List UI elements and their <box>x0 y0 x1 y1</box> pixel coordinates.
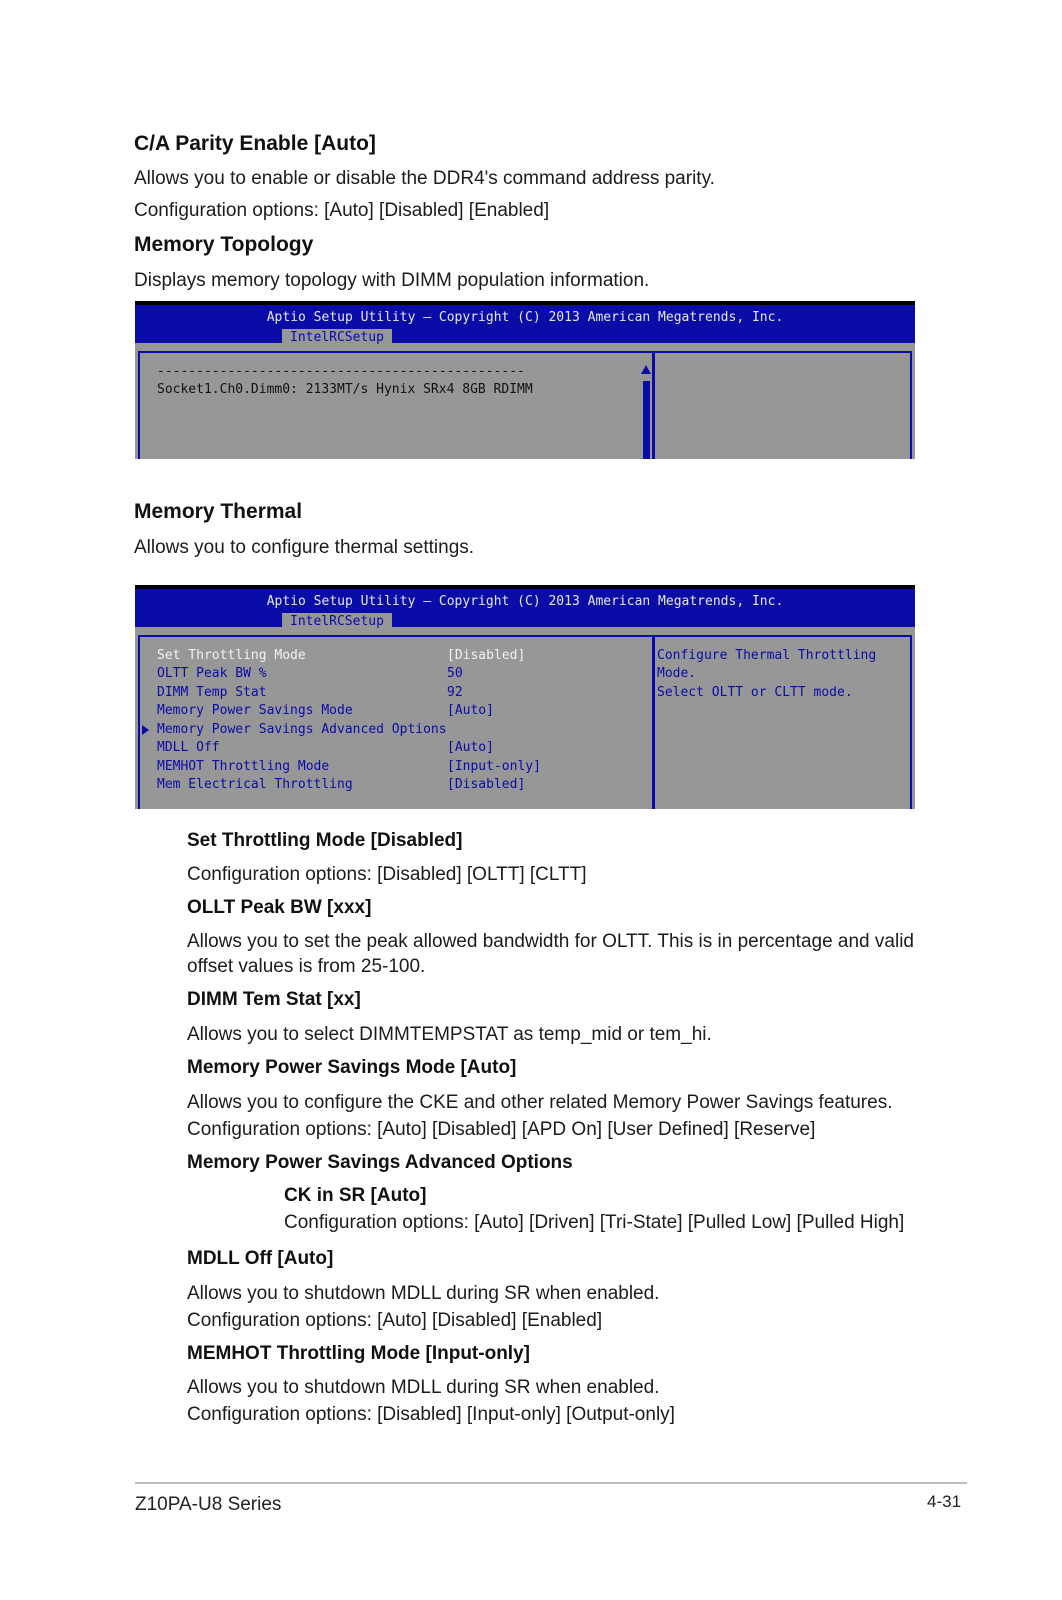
ck-in-sr-heading: CK in SR [Auto] <box>284 1185 427 1206</box>
bios-item-memhot-throttling-mode[interactable]: MEMHOT Throttling Mode <box>157 759 330 774</box>
memory-thermal-desc: Allows you to configure thermal settings. <box>134 537 475 558</box>
mem-power-mode-heading: Memory Power Savings Mode [Auto] <box>187 1057 517 1078</box>
bios-value-memory-power-savings-mode[interactable]: [Auto] <box>447 703 494 718</box>
mem-power-mode-desc: Allows you to configure the CKE and other related Memory Power Savings features. <box>187 1092 893 1113</box>
bios-value-memhot-throttling-mode[interactable]: [Input-only] <box>447 759 541 774</box>
bios-item-oltt-peak-bw[interactable]: OLTT Peak BW % <box>157 666 267 681</box>
bios-value-mem-electrical-throttling[interactable]: [Disabled] <box>447 777 526 792</box>
set-throttling-options: Configuration options: [Disabled] [OLTT] [CLTT] <box>187 864 587 885</box>
ollt-peak-heading: OLLT Peak BW [xxx] <box>187 897 372 918</box>
bios-title: Aptio Setup Utility – Copyright (C) 2013 American Megatrends, Inc. <box>266 594 784 609</box>
ca-parity-heading: C/A Parity Enable [Auto] <box>134 132 376 155</box>
bios-tab-intelrcsetup[interactable]: IntelRCSetup <box>282 329 392 347</box>
bios-header <box>135 589 915 627</box>
bios-scrollbar[interactable] <box>643 381 650 459</box>
footer-page-number: 4-31 <box>927 1492 962 1511</box>
memory-topology-heading: Memory Topology <box>134 233 314 256</box>
footer-rule <box>135 1482 967 1484</box>
bios-help-panel <box>653 351 912 459</box>
bios-item-memory-power-savings-advanced[interactable]: Memory Power Savings Advanced Options <box>157 722 447 737</box>
memhot-desc: Allows you to shutdown MDLL during SR when enabled. <box>187 1377 660 1398</box>
memory-topology-desc: Displays memory topology with DIMM population information. <box>134 270 650 291</box>
bios-value-mdll-off[interactable]: [Auto] <box>447 740 494 755</box>
scroll-up-arrow-icon[interactable] <box>641 365 651 374</box>
mem-power-adv-heading: Memory Power Savings Advanced Options <box>187 1152 573 1173</box>
bios-topology-screen <box>135 301 915 459</box>
mem-power-mode-options: Configuration options: [Auto] [Disabled] [APD On] [User Defined] [Reserve] <box>187 1119 816 1140</box>
bios-item-dimm-temp-stat[interactable]: DIMM Temp Stat <box>157 685 267 700</box>
ck-in-sr-options: Configuration options: [Auto] [Driven] [Tri-State] [Pulled Low] [Pulled High] <box>284 1212 905 1233</box>
ollt-peak-desc: Allows you to set the peak allowed bandwidth for OLTT. This is in percentage and valid offset values is from 25-100. <box>187 931 914 977</box>
bios-header <box>135 305 915 343</box>
memhot-heading: MEMHOT Throttling Mode [Input-only] <box>187 1343 530 1364</box>
bios-title: Aptio Setup Utility – Copyright (C) 2013 American Megatrends, Inc. <box>266 310 784 325</box>
bios-value-dimm-temp-stat[interactable]: 92 <box>447 685 463 700</box>
memory-thermal-heading: Memory Thermal <box>134 500 303 523</box>
mdll-off-options: Configuration options: [Auto] [Disabled] [Enabled] <box>187 1310 603 1331</box>
bios-help-line-1: Configure Thermal Throttling <box>657 648 877 663</box>
bios-dimm-line: Socket1.Ch0.Dimm0: 2133MT/s Hynix SRx4 8GB RDIMM <box>157 382 533 397</box>
bios-help-line-3: Select OLTT or CLTT mode. <box>657 685 853 700</box>
ca-parity-options: Configuration options: [Auto] [Disabled] [Enabled] <box>134 200 550 221</box>
mdll-off-desc: Allows you to shutdown MDLL during SR when enabled. <box>187 1283 660 1304</box>
bios-divider: ----------------------------------------------- <box>157 364 525 379</box>
mdll-off-heading: MDLL Off [Auto] <box>187 1248 334 1269</box>
bios-value-oltt-peak-bw[interactable]: 50 <box>447 666 463 681</box>
bios-value-set-throttling-mode[interactable]: [Disabled] <box>447 648 526 663</box>
bios-help-line-2: Mode. <box>657 666 697 681</box>
bios-item-mem-electrical-throttling[interactable]: Mem Electrical Throttling <box>157 777 353 792</box>
bios-thermal-screen <box>135 585 915 809</box>
dimm-tem-desc: Allows you to select DIMMTEMPSTAT as temp_mid or tem_hi. <box>187 1024 712 1045</box>
bios-item-set-throttling-mode[interactable]: Set Throttling Mode <box>157 648 306 663</box>
bios-tab-intelrcsetup[interactable]: IntelRCSetup <box>282 613 392 631</box>
set-throttling-heading: Set Throttling Mode [Disabled] <box>187 830 463 851</box>
bios-item-mdll-off[interactable]: MDLL Off <box>157 740 220 755</box>
ca-parity-desc: Allows you to enable or disable the DDR4's command address parity. <box>134 168 715 189</box>
memhot-options: Configuration options: [Disabled] [Input-only] [Output-only] <box>187 1404 675 1425</box>
bios-item-memory-power-savings-mode[interactable]: Memory Power Savings Mode <box>157 703 353 718</box>
submenu-pointer-icon <box>142 725 149 735</box>
footer-series: Z10PA-U8 Series <box>135 1494 282 1515</box>
dimm-tem-heading: DIMM Tem Stat [xx] <box>187 989 361 1010</box>
